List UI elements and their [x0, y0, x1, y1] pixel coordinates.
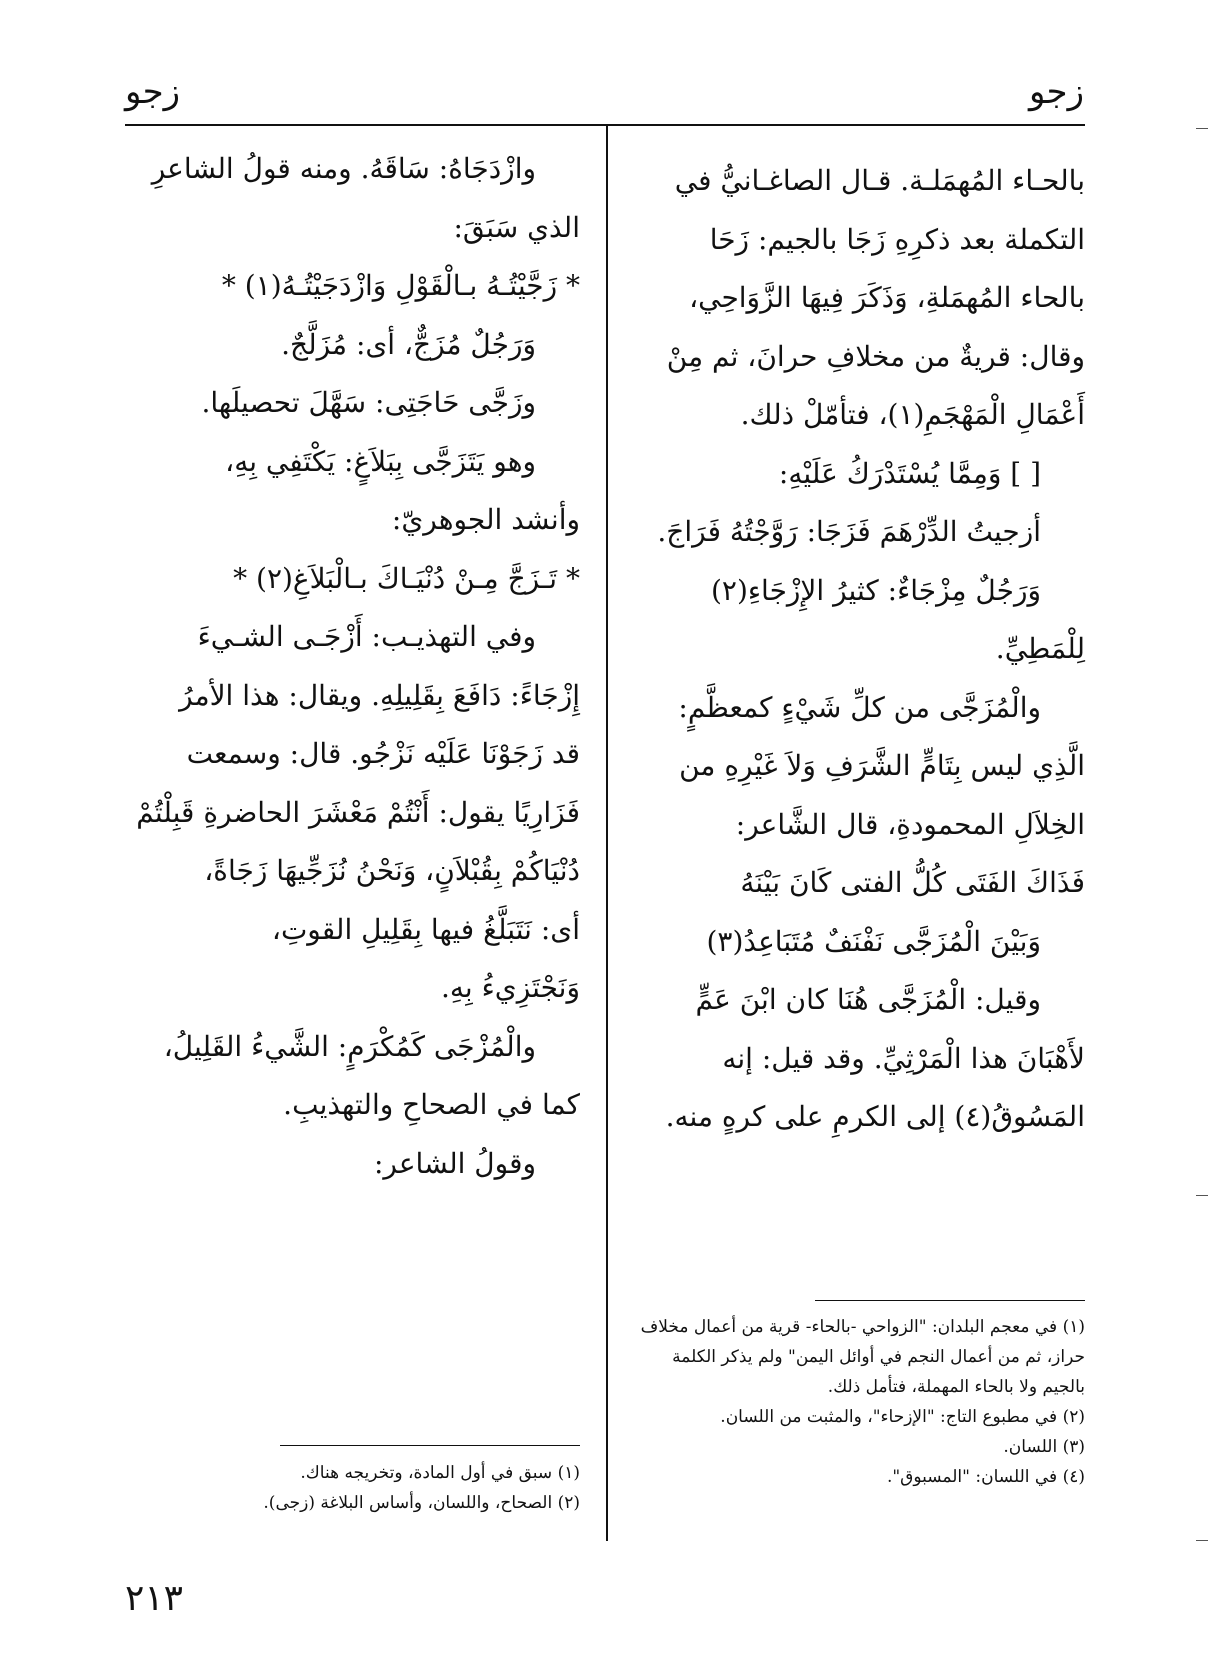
- verse-line: فَذَاكَ الفَتَى كُلُّ الفتى كَانَ بَيْنَهُ: [740, 866, 1085, 899]
- header-word-right: زجو: [1028, 72, 1084, 112]
- text-line: وهو يَتَزَجَّى بِبَلاَغٍ: يَكْتَفِي بِهِ،: [225, 444, 536, 478]
- right-column: [630, 152, 1085, 1147]
- text-line: المَسُوقُ(٤) إلى الكرمِ على كرهٍ منه.: [665, 1100, 1085, 1133]
- text-line: أَعْمَالِ الْمَهْجَمِ(١)، فتأمّلْ ذلك.: [740, 398, 1085, 431]
- text-line: بالحاء المُهمَلةِ، وَذَكَرَ فِيهَا الزَّوَاحِي،: [689, 281, 1085, 314]
- footnote-rule-right: [815, 1300, 1085, 1301]
- text-line: وزَجَّى حَاجَتِى: سَهَّلَ تحصيلَها.: [201, 386, 536, 419]
- verse-line: وَبَيْنَ الْمُزَجَّى نَفْنَفٌ مُتَبَاعِدُ(٣): [706, 924, 1041, 958]
- text-line: بالحـاء المُهمَلـة. قـال الصاغـانيُّ في: [674, 164, 1085, 197]
- text-line: لأَهْبَانَ هذا الْمَرْثِيِّ. وقد قيل: إنه: [722, 1041, 1085, 1075]
- text-line: الخِلاَلِ المحمودةِ، قال الشَّاعر:: [735, 807, 1085, 841]
- text-line: وَنَجْتَزِيءُ بِهِ.: [441, 971, 580, 1004]
- text-line: كما في الصحاحِ والتهذيبِ.: [283, 1088, 580, 1121]
- header-rule: [125, 124, 1085, 126]
- text-line: وأنشد الجوهريّ:: [391, 503, 580, 536]
- footnote-rule-left: [280, 1445, 580, 1446]
- text-line: وازْدَجَاهُ: سَاقَهُ. ومنه قولُ الشاعرِ: [151, 152, 536, 185]
- text-line: وَرَجُلٌ مُزَجٌّ، أى: مُزَلَّجٌ.: [281, 327, 536, 361]
- verse-line: * زَجَّيْتُـهُ بـالْقَوْلِ وَازْدَجَيْتُـهُ(١) *: [221, 269, 580, 302]
- edge-mark: [1196, 128, 1208, 129]
- header-word-left: زجو: [125, 72, 181, 112]
- text-line: وقال: قريةٌ من مخلافِ حرانَ، ثم مِنْ: [666, 339, 1085, 373]
- text-line: فَزَارِيًا يقول: أَنْتُمْ مَعْشَرَ الحاضرةِ قَبِلْتُمْ: [136, 795, 580, 829]
- edge-mark: [1196, 1195, 1208, 1196]
- edge-mark: [1196, 1540, 1208, 1541]
- footnote: (١) سبق في أول المادة، وتخريجه هناك.: [300, 1463, 580, 1483]
- text-line: الذي سَبَقَ:: [453, 210, 580, 244]
- text-line: [ ] وَمِمَّا يُسْتَدْرَكُ عَلَيْهِ:: [778, 456, 1041, 490]
- footnote: (٣) اللسان.: [1003, 1437, 1085, 1457]
- text-line: قد زَجَوْنَا عَلَيْه نَزْجُو. قال: وسمعت: [186, 737, 580, 770]
- text-line: أزجيتُ الدِّرْهَمَ فَزَجَا: رَوَّجْتُهُ فَرَاجَ.: [657, 515, 1041, 548]
- footnote: (٢) في مطبوع التاج: "الإزحاء"، والمثبت من اللسان.: [720, 1407, 1085, 1427]
- text-line: إِزْجَاءً: دَافَعَ بِقَلِيلِهِ. ويقال: هذا الأمرُ: [179, 678, 580, 712]
- column-divider: [606, 126, 608, 1541]
- text-line: أى: نَتَبَلَّغُ فيها بِقَلِيلِ القوتِ،: [271, 912, 580, 946]
- footnotes-left: [125, 1458, 580, 1518]
- text-line: والْمُزْجَى كَمُكْرَمٍ: الشَّيءُ القَلِيلُ،: [163, 1029, 536, 1063]
- footnote: (٢) الصحاح، واللسان، وأساس البلاغة (زجى).: [263, 1493, 580, 1513]
- footnote: (١) في معجم البلدان: "الزواحي -بالحاء- قرية من أعمال مخلاف حراز، ثم من أعمال النجم في أوائل اليمن" ولم يذكر الكلمة بالجيم ولا بالحاء المهملة، فتأمل ذلك.: [640, 1317, 1085, 1397]
- text-line: لِلْمَطِيِّ.: [995, 632, 1085, 665]
- text-line: الَّذِي ليس بِتَامٍّ الشَّرَفِ وَلاَ غَيْرِهِ من: [679, 749, 1085, 782]
- footnotes-right: [640, 1312, 1085, 1492]
- left-column: [125, 140, 580, 1193]
- text-line: وفي التهذيـب: أَزْجَـى الشـيءَ: [197, 620, 536, 653]
- text-line: وَرَجُلٌ مِزْجَاءٌ: كثيرُ الإِزْجَاءِ(٢): [710, 573, 1041, 607]
- text-line: دُنْيَاكُمْ بِقُبْلاَنٍ، وَنَحْنُ نُزَجِّيهَا زَجَاةً،: [204, 854, 580, 887]
- verse-line: * تَـزَجَّ مِـنْ دُنْيَـاكَ بـالْبَلاَغِ(٢) *: [233, 561, 580, 595]
- footnote: (٤) في اللسان: "المسبوق".: [886, 1467, 1085, 1487]
- text-line: والْمُزَجَّى من كلِّ شَيْءٍ كمعظَّمٍ:: [678, 690, 1041, 724]
- text-line: وقيل: الْمُزَجَّى هُنَا كان ابْنَ عَمٍّ: [695, 983, 1041, 1016]
- page-number: ٢١٣: [125, 1578, 184, 1619]
- text-line: وقولُ الشاعر:: [373, 1146, 536, 1180]
- text-line: التكملة بعد ذكرِهِ زَجَا بالجيم: زَحَا: [709, 222, 1085, 256]
